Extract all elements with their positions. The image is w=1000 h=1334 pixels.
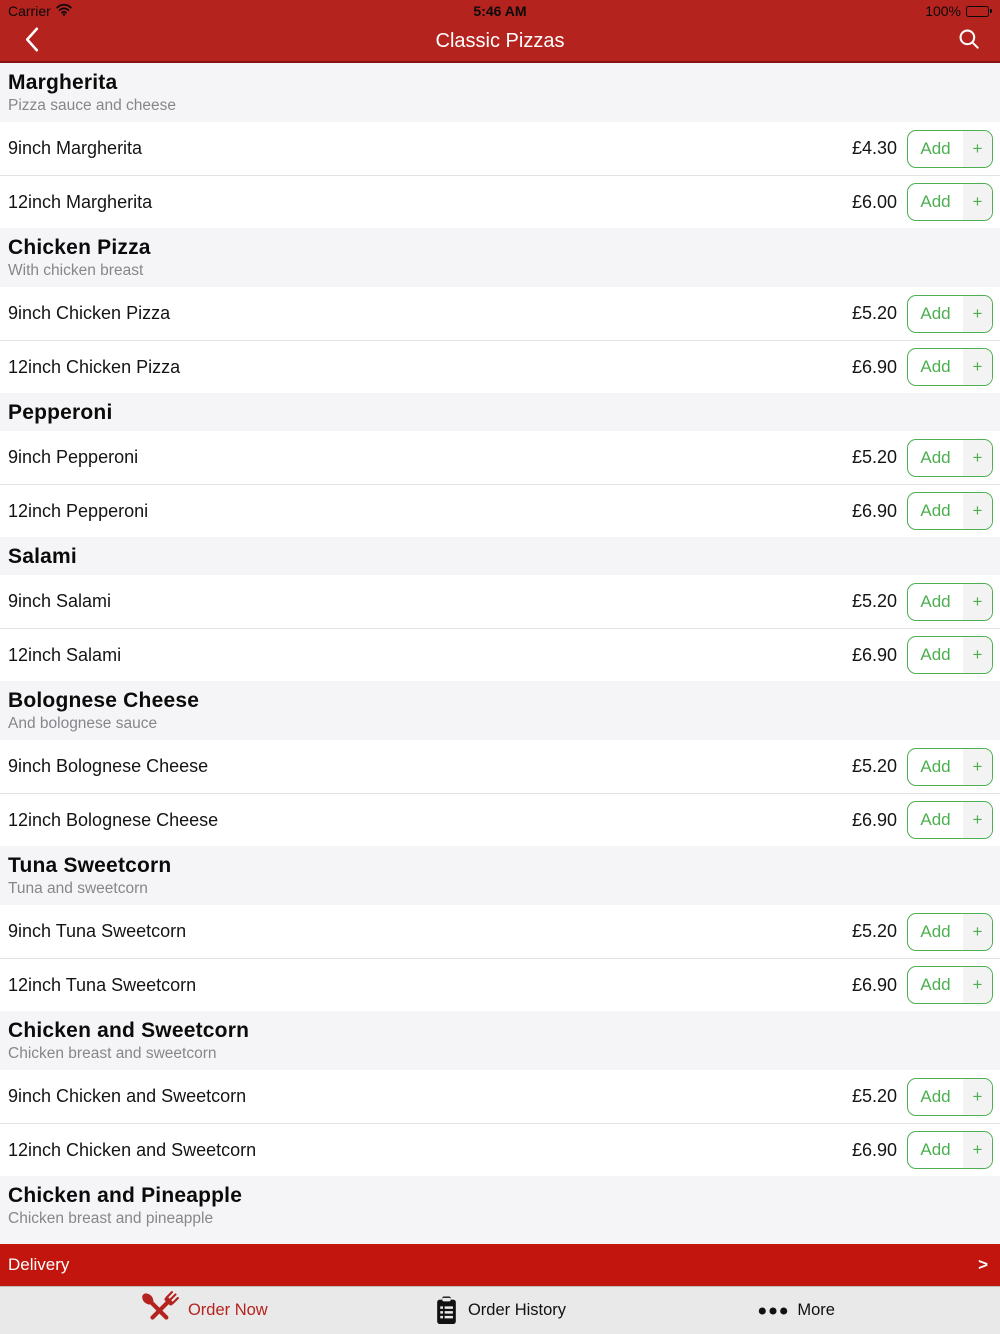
menu-item-price: £5.20 bbox=[851, 921, 897, 941]
plus-icon[interactable]: + bbox=[963, 749, 992, 785]
menu-item-row bbox=[0, 740, 1000, 793]
plus-icon[interactable]: + bbox=[963, 584, 992, 620]
add-button[interactable] bbox=[907, 636, 993, 674]
menu-item-name: 12inch Salami bbox=[8, 644, 122, 665]
section-rows bbox=[0, 1070, 1000, 1176]
plus-icon[interactable]: + bbox=[963, 1079, 992, 1115]
delivery-label: Delivery bbox=[8, 1255, 70, 1274]
section-rows bbox=[0, 122, 1000, 228]
menu-item-row bbox=[0, 628, 1000, 681]
section-title: Chicken and Sweetcorn bbox=[8, 1019, 250, 1042]
menu-item-price: £5.20 bbox=[851, 447, 897, 467]
section-title: Tuna Sweetcorn bbox=[8, 854, 172, 877]
section-subtitle: With chicken breast bbox=[8, 262, 144, 279]
menu-item-name: 12inch Chicken and Sweetcorn bbox=[8, 1139, 257, 1160]
menu-item-row bbox=[0, 340, 1000, 393]
section-subtitle: Tuna and sweetcorn bbox=[8, 880, 148, 897]
menu-section bbox=[0, 846, 1000, 1011]
add-button-label: Add bbox=[920, 921, 951, 941]
add-button[interactable] bbox=[907, 1131, 993, 1169]
menu-item-row bbox=[0, 1123, 1000, 1176]
add-button[interactable] bbox=[907, 966, 993, 1004]
tab-bar bbox=[0, 1286, 1000, 1334]
battery-percent: 100% bbox=[925, 3, 961, 19]
section-subtitle: Chicken breast and sweetcorn bbox=[8, 1045, 217, 1062]
delivery-bar[interactable] bbox=[0, 1244, 1000, 1286]
section-header bbox=[0, 393, 1000, 431]
plus-icon[interactable]: + bbox=[963, 967, 992, 1003]
add-button[interactable] bbox=[907, 439, 993, 477]
add-button-label: Add bbox=[920, 1140, 951, 1159]
menu-item-name: 9inch Tuna Sweetcorn bbox=[8, 921, 187, 941]
menu-item-name: 12inch Tuna Sweetcorn bbox=[8, 974, 197, 995]
section-title: Pepperoni bbox=[8, 401, 113, 424]
add-button-label: Add bbox=[920, 447, 951, 467]
status-bar bbox=[0, 0, 1000, 22]
add-button-label: Add bbox=[920, 303, 951, 323]
menu-item-name: 9inch Pepperoni bbox=[8, 447, 139, 467]
section-title: Chicken Pizza bbox=[8, 236, 151, 259]
menu-section bbox=[0, 1011, 1000, 1176]
menu-item-row bbox=[0, 431, 1000, 484]
tab-more[interactable] bbox=[648, 1287, 945, 1334]
menu-item-row bbox=[0, 287, 1000, 340]
add-button[interactable] bbox=[907, 801, 993, 839]
tab-label-more: More bbox=[797, 1301, 835, 1319]
back-button[interactable] bbox=[14, 25, 48, 59]
add-button-label: Add bbox=[920, 591, 951, 611]
plus-icon[interactable]: + bbox=[963, 637, 992, 673]
add-button-label: Add bbox=[920, 1086, 951, 1106]
section-subtitle: Pizza sauce and cheese bbox=[8, 97, 177, 114]
section-title: Bolognese Cheese bbox=[8, 689, 200, 712]
plus-icon[interactable]: + bbox=[963, 493, 992, 529]
tab-label-order-now: Order Now bbox=[187, 1301, 268, 1319]
menu-item-name: 9inch Chicken and Sweetcorn bbox=[8, 1086, 247, 1106]
chevron-right-icon: > bbox=[978, 1255, 988, 1274]
menu-item-price: £6.90 bbox=[851, 1139, 897, 1160]
menu-item-price: £5.20 bbox=[851, 591, 897, 611]
menu-item-row bbox=[0, 575, 1000, 628]
carrier-label: Carrier bbox=[8, 3, 51, 19]
menu-item-name: 12inch Margherita bbox=[8, 191, 153, 212]
menu-item-name: 12inch Chicken Pizza bbox=[8, 356, 181, 377]
add-button-label: Add bbox=[920, 357, 951, 376]
menu-item-price: £6.90 bbox=[851, 974, 897, 995]
add-button[interactable] bbox=[907, 583, 993, 621]
add-button[interactable] bbox=[907, 348, 993, 386]
menu-section bbox=[0, 393, 1000, 537]
menu-section bbox=[0, 63, 1000, 228]
add-button[interactable] bbox=[907, 913, 993, 951]
plus-icon[interactable]: + bbox=[963, 349, 992, 385]
tab-label-order-history: Order History bbox=[467, 1301, 567, 1319]
plus-icon[interactable]: + bbox=[963, 296, 992, 332]
section-subtitle: And bolognese sauce bbox=[8, 715, 158, 732]
section-rows bbox=[0, 905, 1000, 1011]
battery-icon bbox=[966, 6, 992, 17]
section-header bbox=[0, 1011, 1000, 1070]
section-rows bbox=[0, 431, 1000, 537]
menu-item-name: 9inch Salami bbox=[8, 591, 112, 611]
clipboard-icon bbox=[434, 1296, 459, 1325]
menu-item-price: £5.20 bbox=[851, 303, 897, 323]
nav-bar bbox=[0, 22, 1000, 63]
add-button-label: Add bbox=[920, 645, 951, 664]
menu-item-row bbox=[0, 958, 1000, 1011]
section-rows bbox=[0, 740, 1000, 846]
menu-item-row bbox=[0, 1070, 1000, 1123]
add-button-label: Add bbox=[920, 975, 951, 994]
menu-section bbox=[0, 681, 1000, 846]
add-button[interactable] bbox=[907, 1078, 993, 1116]
add-button-label: Add bbox=[920, 501, 951, 520]
menu-item-name: 9inch Margherita bbox=[8, 138, 143, 158]
plus-icon[interactable]: + bbox=[963, 131, 992, 167]
plus-icon[interactable]: + bbox=[963, 914, 992, 950]
menu-item-price: £6.90 bbox=[851, 356, 897, 377]
menu-section bbox=[0, 537, 1000, 681]
section-header bbox=[0, 1176, 1000, 1235]
crossed-utensils-icon bbox=[139, 1291, 179, 1331]
menu-item-price: £6.00 bbox=[851, 191, 897, 212]
menu-item-price: £5.20 bbox=[851, 756, 897, 776]
menu-item-row bbox=[0, 905, 1000, 958]
magnifier-icon bbox=[956, 26, 982, 57]
add-button[interactable] bbox=[907, 183, 993, 221]
menu-item-row bbox=[0, 793, 1000, 846]
plus-icon[interactable]: + bbox=[963, 802, 992, 838]
section-title: Margherita bbox=[8, 71, 118, 94]
plus-icon[interactable]: + bbox=[963, 1132, 992, 1168]
search-button[interactable] bbox=[952, 25, 986, 59]
menu-item-price: £5.20 bbox=[851, 1086, 897, 1106]
add-button-label: Add bbox=[920, 810, 951, 829]
chevron-left-icon bbox=[24, 26, 39, 58]
add-button[interactable] bbox=[907, 492, 993, 530]
menu-item-name: 9inch Bolognese Cheese bbox=[8, 756, 209, 776]
menu-list[interactable] bbox=[0, 63, 1000, 1244]
menu-section bbox=[0, 228, 1000, 393]
add-button-label: Add bbox=[920, 138, 951, 158]
menu-item-name: 12inch Bolognese Cheese bbox=[8, 809, 219, 830]
add-button[interactable] bbox=[907, 748, 993, 786]
ellipsis-icon bbox=[758, 1306, 788, 1316]
wifi-icon bbox=[56, 3, 72, 19]
tab-order-history[interactable] bbox=[352, 1287, 649, 1334]
status-time: 5:46 AM bbox=[473, 3, 527, 19]
menu-item-row bbox=[0, 122, 1000, 175]
menu-item-price: £6.90 bbox=[851, 500, 897, 521]
section-subtitle: Chicken breast and pineapple bbox=[8, 1210, 214, 1227]
menu-item-row bbox=[0, 175, 1000, 228]
section-title: Chicken and Pineapple bbox=[8, 1184, 243, 1207]
add-button-label: Add bbox=[920, 192, 951, 211]
section-header bbox=[0, 681, 1000, 740]
menu-item-name: 12inch Pepperoni bbox=[8, 500, 149, 521]
menu-item-price: £4.30 bbox=[851, 138, 897, 158]
menu-section bbox=[0, 1176, 1000, 1235]
section-header bbox=[0, 63, 1000, 122]
section-rows bbox=[0, 575, 1000, 681]
tab-order-now[interactable] bbox=[55, 1287, 352, 1334]
add-button-label: Add bbox=[920, 756, 951, 776]
section-rows bbox=[0, 287, 1000, 393]
add-button[interactable] bbox=[907, 130, 993, 168]
section-title: Salami bbox=[8, 545, 77, 568]
add-button[interactable] bbox=[907, 295, 993, 333]
plus-icon[interactable]: + bbox=[963, 440, 992, 476]
plus-icon[interactable]: + bbox=[963, 184, 992, 220]
menu-item-row bbox=[0, 484, 1000, 537]
section-header bbox=[0, 846, 1000, 905]
section-header bbox=[0, 228, 1000, 287]
page-title: Classic Pizzas bbox=[435, 30, 565, 52]
menu-item-price: £6.90 bbox=[851, 644, 897, 665]
section-header bbox=[0, 537, 1000, 575]
menu-item-price: £6.90 bbox=[851, 809, 897, 830]
menu-item-name: 9inch Chicken Pizza bbox=[8, 303, 171, 323]
